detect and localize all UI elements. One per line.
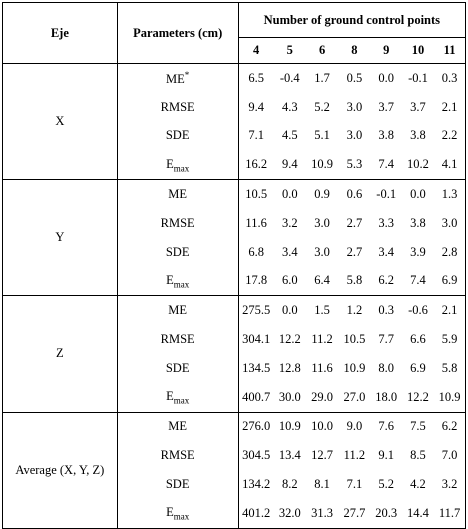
value-cell: 4.1: [434, 150, 465, 179]
parameter-name: RMSE: [160, 332, 195, 347]
value-cell: 5.8: [338, 267, 370, 296]
value-cell: 2.1: [441, 99, 458, 114]
parameter-label: [117, 412, 238, 441]
value-cell: 18.0: [371, 383, 402, 412]
parameter-label: [117, 150, 238, 179]
value-cell: 7.7: [378, 332, 394, 347]
parameter-label: [117, 209, 238, 238]
value-cell: 2.2: [441, 128, 458, 143]
parameter-label: [117, 470, 238, 499]
parameter-name: SDE: [165, 244, 190, 259]
value-cell: 3.8: [410, 215, 426, 230]
value-cell: 6.5: [248, 70, 264, 85]
parameter-superscript: *: [184, 69, 190, 80]
parameter-label: [117, 441, 238, 470]
gcp-count-8: 8: [338, 38, 370, 64]
gcp-count-5: 5: [274, 38, 306, 64]
value-cell: 0.0: [281, 187, 298, 202]
value-cell: 0.0: [410, 187, 426, 202]
gcp-count-6: 6: [306, 38, 338, 64]
value-cell: 10.5: [245, 187, 268, 202]
parameter-label: [117, 267, 238, 296]
gcp-header: Number of ground control points: [238, 3, 465, 38]
value-cell: 12.7: [311, 448, 334, 463]
axis-label: Z: [3, 296, 118, 412]
parameter-name: E: [166, 156, 174, 171]
parameter-subscript: max: [173, 279, 190, 290]
parameter-name: RMSE: [160, 215, 195, 230]
value-cell: 3.8: [410, 128, 426, 143]
value-cell: 3.7: [410, 99, 426, 114]
value-cell: 6.2: [371, 267, 402, 296]
table-header: [3, 3, 466, 64]
parameter-name: ME: [168, 187, 188, 202]
value-cell: 3.2: [441, 477, 458, 492]
value-cell: 17.8: [238, 267, 273, 296]
value-cell: 11.2: [311, 332, 333, 347]
value-cell: 6.2: [441, 419, 458, 434]
value-cell: 7.1: [346, 477, 363, 492]
value-cell: 30.0: [274, 383, 306, 412]
value-cell: 12.8: [278, 360, 301, 375]
parameter-label: [117, 93, 238, 122]
value-cell: 29.0: [306, 383, 338, 412]
parameter-name: RMSE: [160, 99, 195, 114]
value-cell: 7.6: [378, 419, 394, 434]
value-cell: 5.9: [441, 332, 458, 347]
value-cell: -0.4: [279, 70, 300, 85]
value-cell: 3.4: [378, 244, 394, 259]
value-cell: 7.4: [402, 267, 434, 296]
value-cell: 8.2: [281, 477, 298, 492]
value-cell: 275.5: [242, 303, 271, 318]
axis-label: Y: [3, 180, 118, 296]
parameter-subscript: max: [173, 511, 190, 522]
value-cell: 5.8: [441, 360, 458, 375]
value-cell: 6.6: [410, 332, 426, 347]
parameter-name: ME: [166, 71, 185, 86]
value-cell: 4.5: [281, 128, 298, 143]
value-cell: 5.1: [314, 128, 330, 143]
value-cell: 3.0: [346, 128, 363, 143]
parameter-label: [117, 499, 238, 528]
value-cell: 20.3: [371, 499, 402, 528]
value-cell: 9.4: [274, 150, 306, 179]
value-cell: 6.9: [410, 360, 426, 375]
value-cell: 11.7: [434, 499, 465, 528]
parameter-label: [117, 325, 238, 354]
value-cell: 400.7: [238, 383, 273, 412]
value-cell: 134.2: [242, 477, 271, 492]
value-cell: 16.2: [238, 150, 273, 179]
parameter-label: [117, 180, 238, 209]
value-cell: 8.1: [314, 477, 330, 492]
value-cell: 9.4: [248, 99, 264, 114]
value-cell: 9.1: [378, 448, 394, 463]
parameter-name: E: [166, 505, 174, 520]
value-cell: 9.0: [346, 419, 363, 434]
parameter-label: [117, 122, 238, 151]
value-cell: 11.2: [343, 448, 366, 463]
value-cell: 10.5: [343, 332, 366, 347]
parameter-label: [117, 64, 238, 93]
parameter-name: E: [166, 388, 174, 403]
value-cell: 12.2: [402, 383, 434, 412]
value-cell: 7.4: [371, 150, 402, 179]
value-cell: 10.9: [306, 150, 338, 179]
value-cell: 3.7: [378, 99, 394, 114]
value-cell: 304.5: [242, 448, 271, 463]
value-cell: 4.3: [281, 99, 298, 114]
parameter-name: ME: [168, 303, 188, 318]
parameter-name: RMSE: [160, 448, 195, 463]
table-row: [3, 64, 466, 93]
parameter-name: SDE: [165, 477, 190, 492]
value-cell: 7.1: [248, 128, 264, 143]
value-cell: 3.8: [378, 128, 394, 143]
parameters-header: Parameters (cm): [117, 3, 238, 64]
value-cell: 2.7: [346, 244, 363, 259]
parameter-label: [117, 354, 238, 383]
value-cell: 8.0: [378, 360, 394, 375]
value-cell: 0.5: [346, 70, 363, 85]
value-cell: 27.7: [338, 499, 370, 528]
value-cell: 10.0: [311, 419, 334, 434]
value-cell: 27.0: [338, 383, 370, 412]
parameter-subscript: max: [173, 395, 190, 406]
value-cell: 32.0: [274, 499, 306, 528]
gcp-count-10: 10: [402, 38, 434, 64]
value-cell: 10.9: [278, 419, 301, 434]
value-cell: 1.5: [314, 303, 330, 318]
value-cell: -0.6: [408, 303, 428, 318]
axis-label: Average (X, Y, Z): [3, 412, 118, 528]
value-cell: 6.9: [434, 267, 465, 296]
value-cell: 5.3: [338, 150, 370, 179]
value-cell: 10.2: [402, 150, 434, 179]
value-cell: 4.2: [410, 477, 426, 492]
value-cell: 10.9: [434, 383, 465, 412]
value-cell: 0.0: [378, 70, 394, 85]
value-cell: 0.9: [314, 187, 330, 202]
value-cell: 3.0: [346, 99, 363, 114]
data-table: [2, 2, 466, 529]
value-cell: 11.6: [311, 360, 333, 375]
value-cell: 6.4: [306, 267, 338, 296]
value-cell: 3.4: [281, 244, 298, 259]
gcp-count-11: 11: [434, 38, 465, 64]
value-cell: 3.0: [314, 215, 330, 230]
value-cell: 3.2: [281, 215, 298, 230]
value-cell: 1.3: [441, 187, 458, 202]
value-cell: 5.2: [314, 99, 330, 114]
value-cell: 13.4: [278, 448, 301, 463]
value-cell: -0.1: [408, 70, 428, 85]
parameter-name: SDE: [165, 128, 190, 143]
value-cell: 11.6: [245, 215, 267, 230]
value-cell: -0.1: [376, 187, 397, 202]
value-cell: 14.4: [402, 499, 434, 528]
parameter-name: SDE: [165, 360, 190, 375]
parameter-label: [117, 383, 238, 412]
parameter-label: [117, 296, 238, 325]
value-cell: 2.8: [441, 244, 458, 259]
parameter-name: ME: [168, 419, 188, 434]
value-cell: 401.2: [238, 499, 273, 528]
table-body: [3, 64, 466, 529]
value-cell: 134.5: [242, 360, 271, 375]
value-cell: 8.5: [410, 448, 426, 463]
value-cell: 3.0: [314, 244, 330, 259]
value-cell: 2.1: [441, 303, 458, 318]
axis-label: X: [3, 64, 118, 180]
gcp-count-4: 4: [238, 38, 273, 64]
table-row: [3, 180, 466, 209]
value-cell: 304.1: [242, 332, 271, 347]
value-cell: 2.7: [346, 215, 363, 230]
value-cell: 0.3: [441, 70, 458, 85]
table-row: [3, 412, 466, 441]
value-cell: 6.0: [274, 267, 306, 296]
value-cell: 3.9: [410, 244, 426, 259]
value-cell: 7.5: [410, 419, 426, 434]
value-cell: 1.7: [314, 70, 330, 85]
eje-header: Eje: [3, 3, 118, 64]
value-cell: 1.2: [346, 303, 363, 318]
value-cell: 6.8: [248, 244, 264, 259]
value-cell: 12.2: [278, 332, 301, 347]
value-cell: 0.0: [281, 303, 298, 318]
value-cell: 10.9: [343, 360, 366, 375]
parameter-subscript: max: [173, 163, 190, 174]
value-cell: 0.3: [378, 303, 394, 318]
value-cell: 0.6: [346, 187, 363, 202]
value-cell: 7.0: [441, 448, 458, 463]
value-cell: 3.3: [378, 215, 394, 230]
table-row: [3, 296, 466, 325]
parameter-name: E: [166, 272, 174, 287]
value-cell: 31.3: [306, 499, 338, 528]
gcp-count-9: 9: [371, 38, 402, 64]
parameter-label: [117, 238, 238, 267]
value-cell: 276.0: [242, 419, 271, 434]
value-cell: 5.2: [378, 477, 394, 492]
value-cell: 3.0: [441, 215, 458, 230]
